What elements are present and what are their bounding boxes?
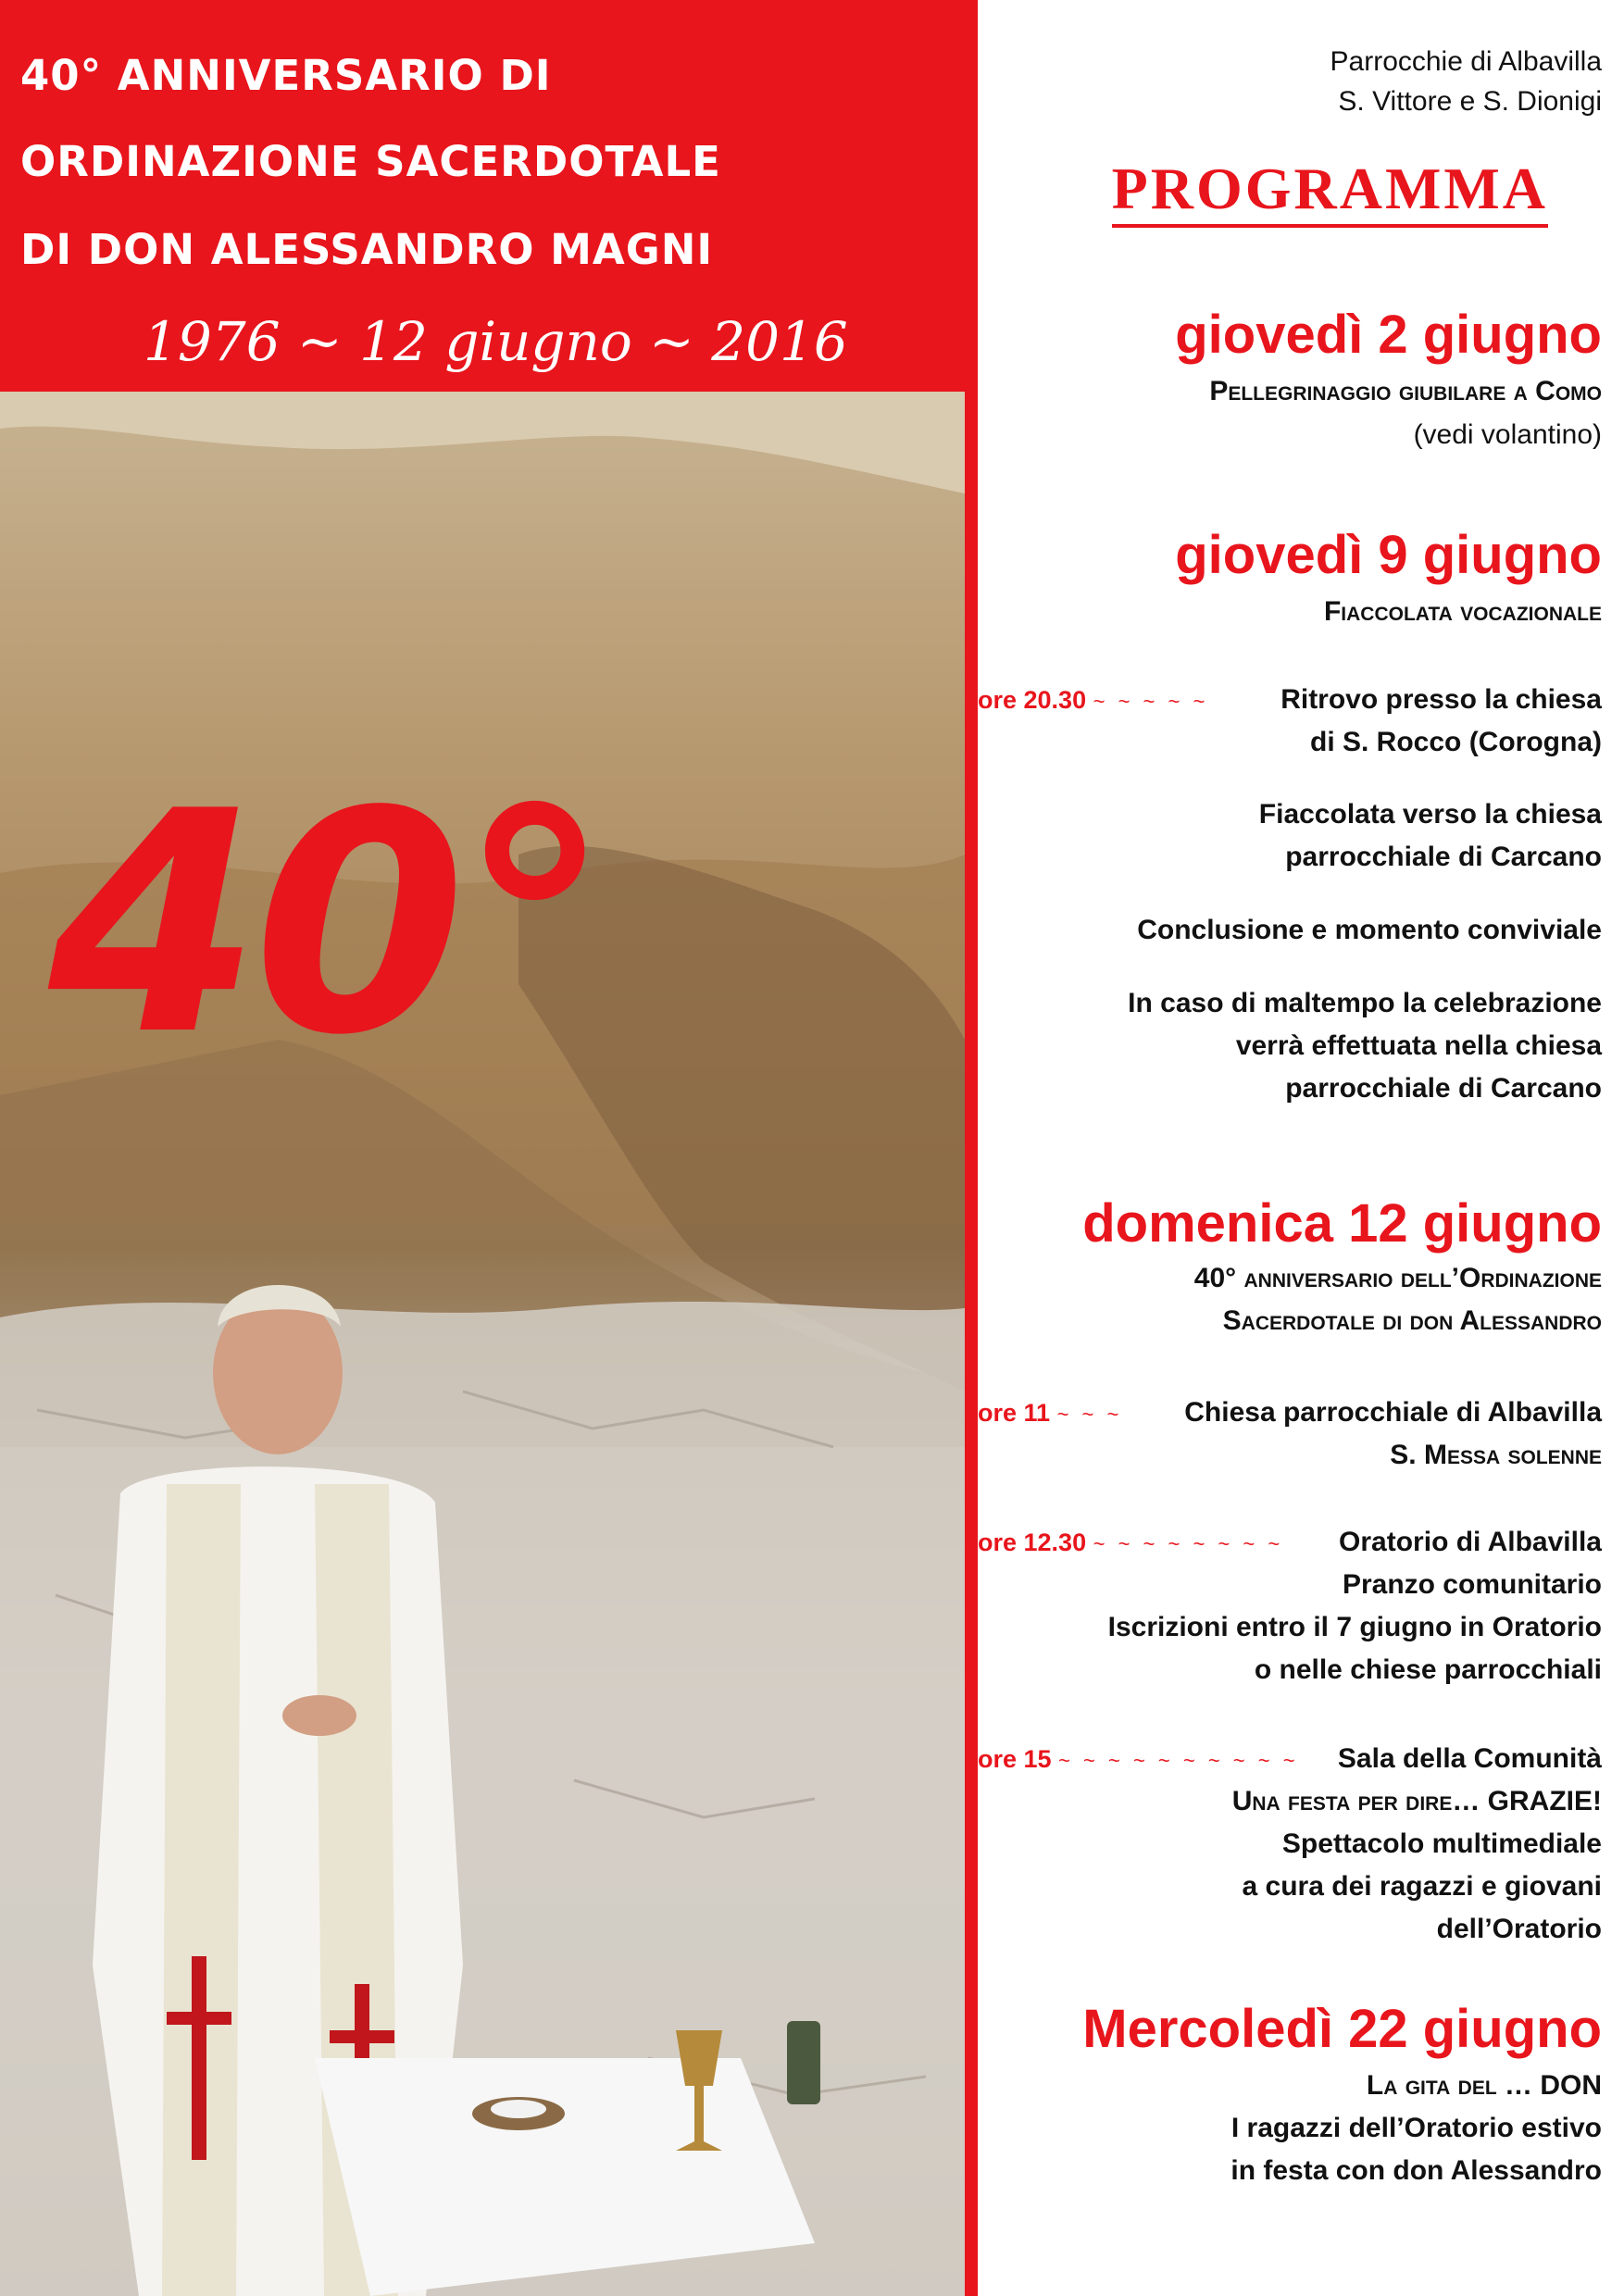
- event3-show-title: Una festa per dire… GRAZIE!: [1231, 1786, 1602, 1816]
- event2-title: Fiaccolata vocazionale: [1323, 596, 1602, 627]
- event2-line-1: Ritrovo presso la chiesa: [1280, 684, 1602, 715]
- event1-title: Pellegrinaggio giubilare a Como: [1209, 376, 1602, 406]
- event2-time-label: ore 20.30: [978, 686, 1087, 714]
- title-banner: [0, 0, 965, 392]
- event3-tilde-1: ~ ~ ~: [1056, 1403, 1123, 1426]
- event3-tilde-2: ~ ~ ~ ~ ~ ~ ~ ~: [1093, 1532, 1284, 1555]
- event1-day: giovedì 2 giugno: [1175, 305, 1602, 365]
- event3-lunch-registration-2: o nelle chiese parrocchiali: [1254, 1654, 1602, 1685]
- event3-time-2: [978, 1521, 1283, 1566]
- event3-time-3-label: ore 15: [978, 1745, 1052, 1773]
- event3-show-line-1: Spettacolo multimediale: [1281, 1828, 1602, 1859]
- banner-dates: 1976 ~ 12 giugno ~ 2016: [144, 310, 848, 373]
- event3-tilde-3: ~ ~ ~ ~ ~ ~ ~ ~ ~ ~: [1058, 1749, 1299, 1772]
- programma-heading: PROGRAMMA: [1112, 159, 1548, 228]
- event2-day: giovedì 9 giugno: [1175, 525, 1602, 585]
- event2-time: [978, 679, 1208, 723]
- event3-time-3: [978, 1738, 1299, 1782]
- event3-show-line-2: a cura dei ragazzi e giovani: [1242, 1871, 1602, 1902]
- event2-line-4: parrocchiale di Carcano: [1285, 842, 1602, 872]
- banner-line-1: 40° ANNIVERSARIO DI: [20, 51, 552, 100]
- event4-line-2: in festa con don Alessandro: [1230, 2155, 1602, 2186]
- event3-show-line-3: dell’Oratorio: [1436, 1914, 1602, 1944]
- event3-show-place: Sala della Comunità: [1337, 1743, 1602, 1774]
- event3-time-1: [978, 1391, 1122, 1436]
- red-divider: [965, 0, 978, 2296]
- event2-line-7: verrà effettuata nella chiesa: [1235, 1030, 1602, 1061]
- banner-line-2: ORDINAZIONE SACERDOTALE: [20, 137, 721, 186]
- banner-line-3: DI DON ALESSANDRO MAGNI: [20, 225, 714, 274]
- event3-lunch-place: Oratorio di Albavilla: [1339, 1527, 1602, 1557]
- parish-line-1: Parrocchie di Albavilla: [1330, 46, 1602, 77]
- event2-line-6: In caso di maltempo la celebrazione: [1128, 988, 1602, 1018]
- event2-line-8: parrocchiale di Carcano: [1285, 1073, 1602, 1104]
- event3-mass-title: S. Messa solenne: [1390, 1440, 1602, 1470]
- event3-time-2-label: ore 12.30: [978, 1529, 1087, 1556]
- event2-line-5: Conclusione e momento conviviale: [1137, 915, 1602, 945]
- big-forty-numeral: 40°: [48, 746, 605, 1102]
- event3-title-1: 40° anniversario dell’Ordinazione: [1193, 1263, 1602, 1293]
- event1-note: (vedi volantino): [1413, 419, 1602, 450]
- photo-desert-priest: [0, 392, 965, 2296]
- event3-time-1-label: ore 11: [978, 1399, 1051, 1427]
- event4-line-1: I ragazzi dell’Oratorio estivo: [1230, 2113, 1602, 2143]
- event2-line-2: di S. Rocco (Corogna): [1310, 727, 1602, 757]
- event4-title: La gita del … DON: [1366, 2070, 1602, 2101]
- event3-lunch-title: Pranzo comunitario: [1342, 1569, 1602, 1600]
- event3-title-2: Sacerdotale di don Alessandro: [1222, 1305, 1602, 1336]
- photo-illustration: [0, 392, 965, 2296]
- event3-lunch-registration: Iscrizioni entro il 7 giugno in Oratorio: [1107, 1612, 1602, 1642]
- event3-day: domenica 12 giugno: [1082, 1193, 1602, 1254]
- parish-line-2: S. Vittore e S. Dionigi: [1338, 86, 1602, 117]
- event2-line-3: Fiaccolata verso la chiesa: [1258, 799, 1602, 830]
- event3-mass-place: Chiesa parrocchiale di Albavilla: [1184, 1397, 1602, 1428]
- program-column: [978, 0, 1611, 2296]
- event2-tilde: ~ ~ ~ ~ ~: [1093, 690, 1209, 713]
- parish-header: [1330, 42, 1602, 121]
- event4-day: Mercoledì 22 giugno: [1082, 1999, 1602, 2059]
